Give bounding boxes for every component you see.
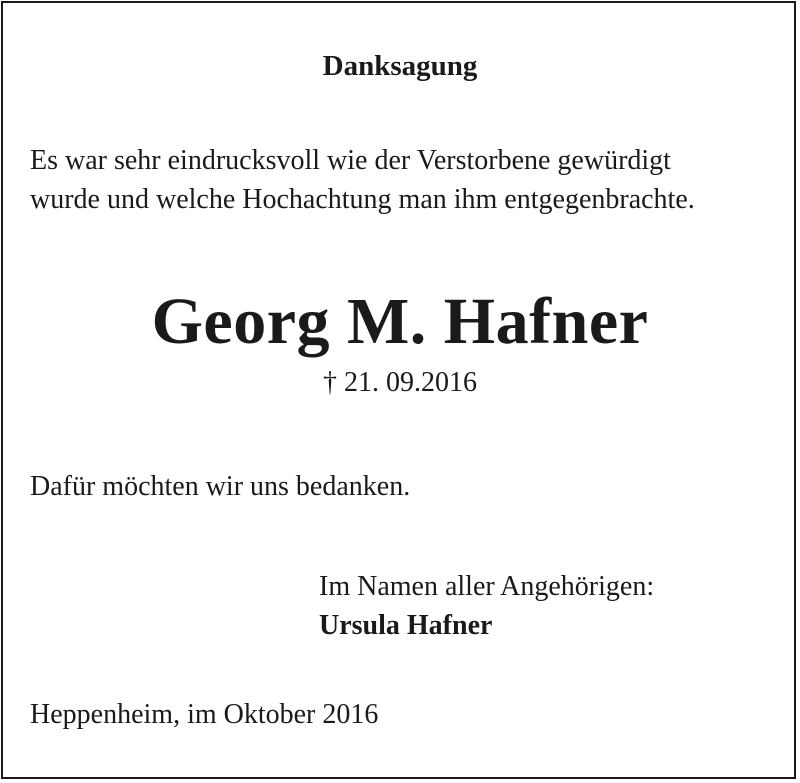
- thanks-text: Dafür möchten wir uns bedanken.: [30, 471, 411, 502]
- notice-heading: Danksagung: [322, 50, 478, 82]
- signature-block: [319, 567, 654, 645]
- on-behalf-label: Im Namen aller Angehörigen:: [319, 571, 655, 602]
- intro-text: [30, 141, 790, 219]
- intro-line: Es war sehr eindrucksvoll wie der Verstorbene gewürdigt: [30, 145, 671, 176]
- death-date: † 21. 09.2016: [323, 367, 477, 398]
- signer-name: Ursula Hafner: [319, 610, 493, 641]
- place-and-date: Heppenheim, im Oktober 2016: [30, 699, 379, 730]
- intro-line: wurde und welche Hochachtung man ihm entgegenbrachte.: [30, 184, 695, 215]
- deceased-name: Georg M. Hafner: [151, 285, 649, 358]
